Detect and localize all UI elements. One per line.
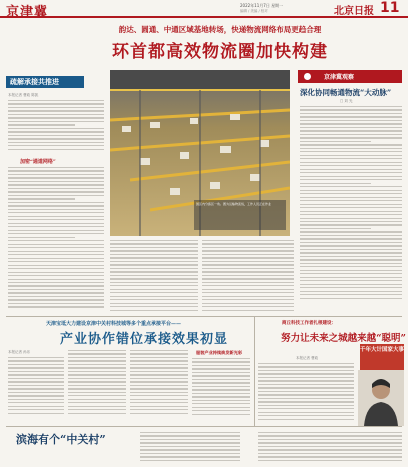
mid-side-subhead: 服装产业持续焕发新光彩 (196, 350, 243, 355)
paper-logo: 北京日报 (334, 6, 374, 17)
portrait-photo (358, 370, 404, 426)
column-label: 京津冀观察 (324, 74, 355, 81)
lead-text-col-4 (202, 240, 294, 316)
lead-text-col-1 (8, 100, 104, 156)
editor-line: 编辑 / 美编 / 校对 (240, 9, 268, 13)
mid-text-col-4 (192, 358, 250, 421)
lead-subtitle: 韵达、圆通、中通区域基地转场，快递物流网络布局更趋合理 (118, 25, 322, 34)
lead-byline: 本报记者 曹政 陈凯 (8, 93, 39, 97)
photo-caption: 园区内分拣区一角。图为运输物流线，工作人员正在作业 (194, 200, 286, 230)
lead-text-col-2 (8, 167, 104, 317)
bottom-text-col-2 (258, 432, 402, 466)
lead-subhead: 加密“通道网络” (20, 159, 56, 165)
left-banner (6, 76, 84, 88)
date-line: 2022年11月7日 星期一 (240, 3, 284, 8)
bottom-text-col-1 (140, 432, 240, 466)
commentary-text (300, 106, 402, 316)
column-label-bar (298, 70, 402, 83)
commentary-title: 深化协同畅通物流“大动脉” (300, 88, 392, 97)
profile-text (258, 363, 354, 427)
mid-text-col-2 (68, 350, 126, 421)
lead-text-col-3 (110, 240, 198, 316)
mid-title: 产业协作错位承接效果初显 (60, 332, 229, 347)
profile-subtitle: 商丘科技工作者扎根建设： (282, 321, 336, 326)
column-logo-icon (304, 73, 311, 80)
bottom-divider (6, 426, 402, 427)
lead-title: 环首都高效物流圈加快构建 (112, 42, 328, 62)
section-divider (6, 316, 402, 317)
profile-byline: 本报记者 曹政 (296, 356, 319, 360)
left-banner-text: 疏解承接共推进 (10, 77, 59, 86)
mid-byline: 本报记者 孙乐 (8, 350, 31, 354)
profile-title: 努力让未来之城越来越“聪明” (281, 333, 406, 344)
slogan-stamp: 千年大计国家大事 (360, 344, 404, 370)
section-name: 京津冀 (6, 5, 49, 20)
mid-text-col-3 (130, 350, 188, 421)
mid-text-col-1 (8, 357, 64, 421)
commentary-byline: □ 刘 光 (340, 99, 353, 103)
page-number: 11 (380, 0, 400, 16)
mid-subtitle: 天津宝坻大力建设京津中关村科技城等多个重点承接平台—— (46, 321, 182, 327)
bottom-title: 滨海有个“中关村” (16, 433, 106, 446)
masthead (0, 0, 408, 18)
portrait-illustration (358, 370, 404, 426)
